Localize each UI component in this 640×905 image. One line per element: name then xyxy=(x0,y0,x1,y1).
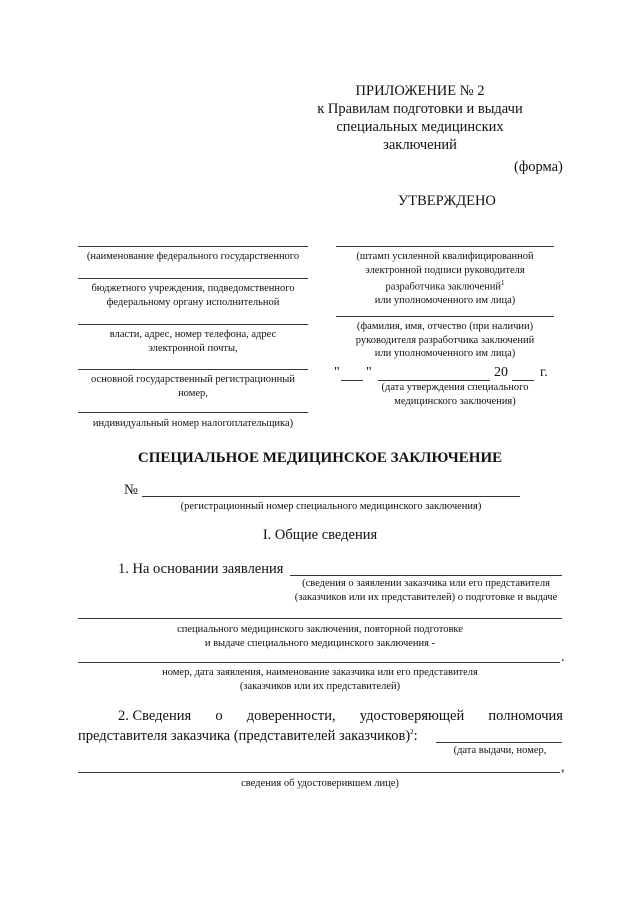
item-2-caption-a: (дата выдачи, номер, xyxy=(453,745,547,756)
item-1-caption-e: номер, дата заявления, наименование заказчика или его представителя xyxy=(162,667,478,678)
section-1-heading: I. Общие сведения xyxy=(262,527,378,543)
item-2-colon: : xyxy=(413,728,418,744)
item-2-second-line xyxy=(78,728,418,745)
date-year-suffix: г. xyxy=(540,365,548,380)
item-1-line-1[interactable] xyxy=(290,575,562,576)
org-caption-2a: бюджетного учреждения, подведомственного xyxy=(91,283,295,294)
org-caption-4b: номер, xyxy=(178,387,208,399)
document-title: СПЕЦИАЛЬНОЕ МЕДИЦИНСКОЕ ЗАКЛЮЧЕНИЕ xyxy=(137,450,503,466)
item-1-caption-top xyxy=(286,577,566,604)
date-caption xyxy=(350,381,560,408)
org-caption-3b: электронной почты, xyxy=(148,342,238,354)
item-2-word-3: доверенности, xyxy=(246,708,336,724)
org-line-3 xyxy=(78,324,308,325)
stamp-caption-c-text: разработчика заключений xyxy=(385,281,502,293)
approved-label: УТВЕРЖДЕНО xyxy=(398,193,496,209)
fio-caption-b: руководителя разработчика заключений xyxy=(355,334,535,346)
org-caption-3a: власти, адрес, номер телефона, адрес xyxy=(109,329,277,340)
reg-number-caption: (регистрационный номер специального медицинского заключения) xyxy=(180,501,482,512)
org-caption-2b: федеральному органу исполнительной xyxy=(106,296,280,308)
org-line-5 xyxy=(78,412,308,413)
item-1-caption-bottom xyxy=(78,666,562,693)
appendix-rules-line1: к Правилам подготовки и выдачи xyxy=(317,101,523,117)
item-2-caption-b: сведения об удостоверившем лице) xyxy=(241,778,399,789)
org-name-line xyxy=(78,246,308,247)
item-1-caption-f: (заказчиков или их представителей) xyxy=(239,680,401,692)
item-2-end-comma: , xyxy=(561,760,565,775)
fio-caption-c: или уполномоченного им лица) xyxy=(374,348,516,359)
fio-caption xyxy=(330,320,560,361)
org-caption-4a: основной государственный регистрационный xyxy=(91,374,295,385)
footnote-2-marker: 2 xyxy=(410,728,414,737)
item-1-line-2[interactable] xyxy=(78,618,562,619)
item-1-caption-c: специального медицинского заключения, повторной подготовке xyxy=(177,624,463,635)
item-2-line-2[interactable] xyxy=(78,772,560,773)
org-caption-5: индивидуальный номер налогоплательщика) xyxy=(92,418,294,429)
item-1-label: 1. На основании заявления xyxy=(118,561,284,577)
stamp-caption-b: электронной подписи руководителя xyxy=(365,264,525,276)
item-2-word-4: удостоверяющей xyxy=(359,708,465,724)
org-caption-1: (наименование федерального государственного xyxy=(86,251,300,262)
item-2-line2-text: представителя заказчика (представителей заказчиков) xyxy=(78,728,411,744)
stamp-caption-a: (штамп усиленной квалифицированной xyxy=(356,251,534,262)
reg-number-line[interactable] xyxy=(142,496,520,497)
date-year-prefix: 20 xyxy=(494,365,508,380)
date-caption-b: медицинского заключения) xyxy=(394,395,516,407)
date-caption-a: (дата утверждения специального xyxy=(381,382,529,393)
fio-caption-a: (фамилия, имя, отчество (при наличии) xyxy=(356,321,534,332)
item-1-caption-d: и выдаче специального медицинского заключения - xyxy=(204,637,436,649)
item-2-first-line xyxy=(118,708,563,725)
fio-line xyxy=(336,316,554,317)
item-2-line-1[interactable] xyxy=(436,742,562,743)
org-caption-3 xyxy=(72,328,314,355)
stamp-caption-d: или уполномоченного им лица) xyxy=(374,295,516,306)
org-line-4 xyxy=(78,369,308,370)
stamp-caption xyxy=(330,250,560,308)
footnote-1-marker: 1 xyxy=(501,279,505,287)
org-line-2 xyxy=(78,278,308,279)
item-2-word-1: 2. Сведения xyxy=(118,708,192,724)
appendix-header xyxy=(300,82,540,154)
org-caption-4 xyxy=(72,373,314,400)
appendix-rules-line2: специальных медицинских заключений xyxy=(336,119,504,153)
stamp-caption-c xyxy=(330,277,560,294)
date-quote-open: " xyxy=(334,365,340,380)
form-label: (форма) xyxy=(514,159,563,175)
item-1-caption-b: (заказчиков или их представителей) о подготовке и выдаче xyxy=(294,591,558,603)
org-caption-2 xyxy=(72,282,314,309)
item-1-end-dot: . xyxy=(561,650,565,665)
stamp-line xyxy=(336,246,554,247)
item-2-word-2: о xyxy=(215,708,223,724)
item-1-caption-a: (сведения о заявлении заказчика или его представителя xyxy=(302,578,550,589)
appendix-number: ПРИЛОЖЕНИЕ № 2 xyxy=(355,83,485,99)
item-1-caption-mid xyxy=(78,623,562,650)
item-1-line-3[interactable] xyxy=(78,662,560,663)
reg-number-sign: № xyxy=(124,482,138,498)
item-2-word-5: полномочия xyxy=(488,708,563,724)
date-quote-close: " xyxy=(366,365,372,380)
